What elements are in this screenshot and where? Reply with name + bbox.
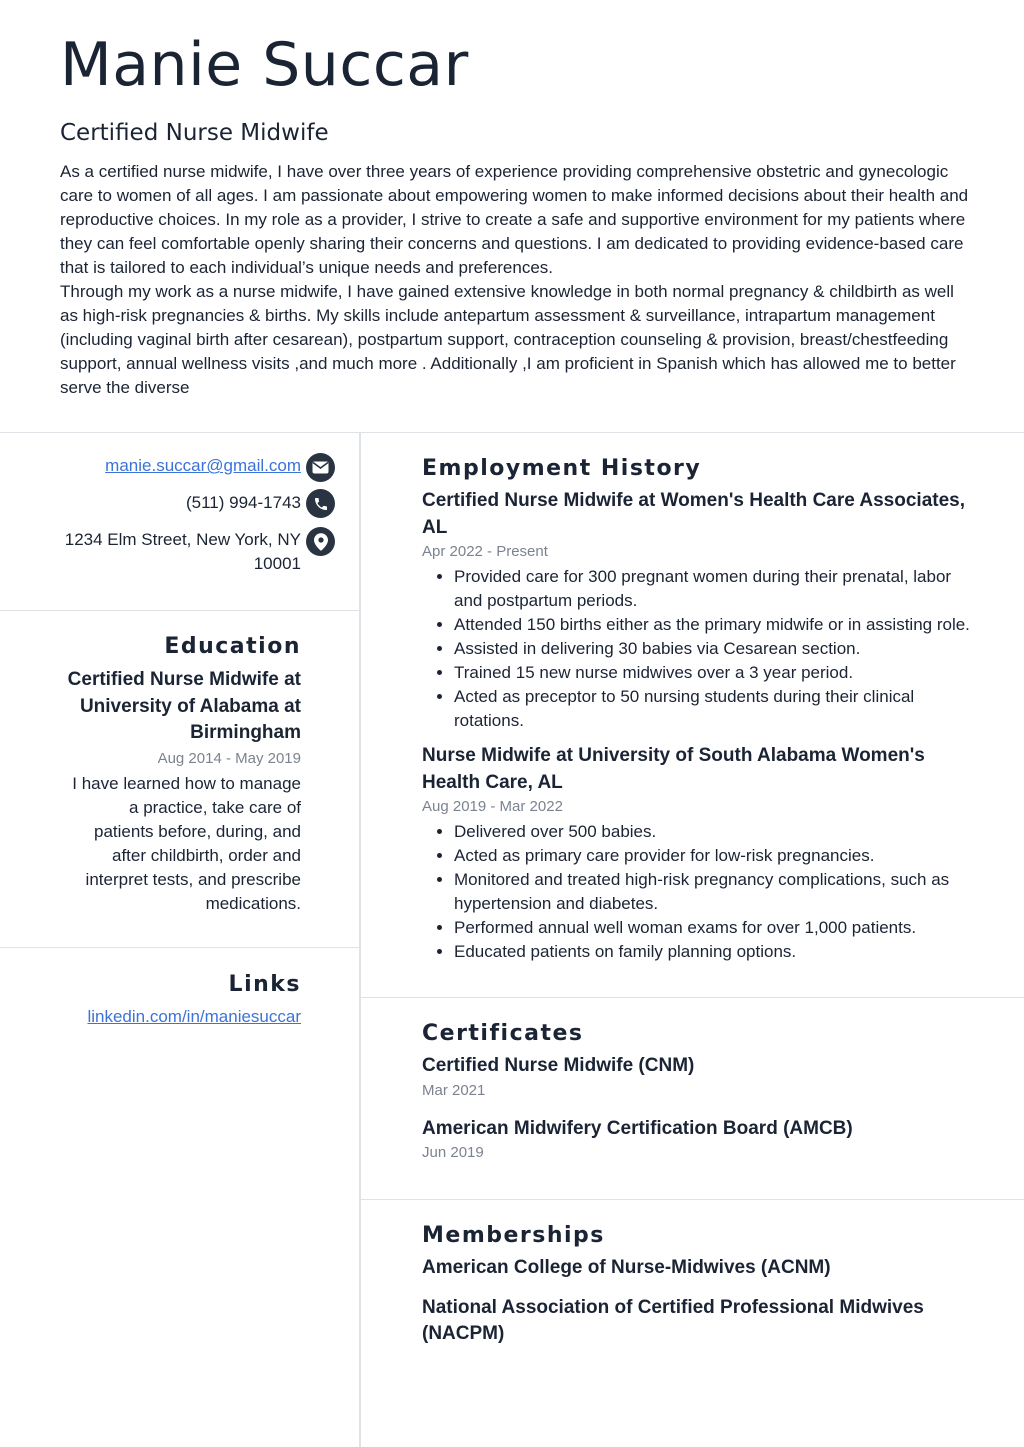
address	[65, 528, 301, 576]
profile-summary	[60, 160, 970, 400]
right-divider	[361, 1199, 1024, 1200]
bullet-item: • Provided care for 300 pregnant women during their prenatal, labor and postpartum periods.	[454, 565, 972, 613]
bullet-item: • Acted as preceptor to 50 nursing students during their clinical rotations.	[454, 685, 972, 733]
certificate-date: Jun 2019	[422, 1144, 484, 1161]
summary-paragraph: As a certified nurse midwife, I have over three years of experience providing comprehensive obstetric and gynecologic care to women of all ages. I am passionate about empowering women to make informed decisions about their health and reproductive choices. In my role as a provider, I strive to create a safe and supportive environment for my patients where they can feel comfortable openly sharing their concerns and questions. I am dedicated to providing evidence-based care that is tailored to each individual’s unique needs and preferences.	[60, 162, 969, 277]
contact-section	[0, 454, 301, 584]
job-bullets	[422, 565, 972, 733]
bullet-item: • Monitored and treated high-risk pregnancy complications, such as hypertension and diabetes.	[454, 868, 972, 916]
job-entry	[422, 488, 972, 733]
education-title-line: Birmingham	[190, 722, 301, 743]
resume-header	[60, 26, 970, 400]
left-divider	[0, 947, 360, 948]
certificates-section	[422, 1021, 972, 1164]
education-date: Aug 2014 - May 2019	[157, 749, 301, 767]
bullet-item: • Acted as primary care provider for low-risk pregnancies.	[454, 844, 972, 868]
memberships-section	[422, 1223, 972, 1348]
description-line: patients before, during, and	[94, 821, 301, 841]
certificate-entry	[422, 1116, 972, 1165]
description-line: medications.	[205, 893, 301, 913]
column-divider	[359, 432, 361, 1447]
bullet-item: • Delivered over 500 babies.	[454, 820, 972, 844]
certificate-date: Mar 2021	[422, 1081, 486, 1099]
job-title: Certified Nurse Midwife at Women's Health Care Associates, AL	[422, 490, 966, 538]
job-title: Certified Nurse Midwife	[60, 120, 329, 146]
section-heading: Certificates	[422, 1021, 584, 1046]
job-date: Aug 2019 - Mar 2022	[422, 798, 563, 815]
membership-item: American College of Nurse-Midwives (ACNM)	[422, 1257, 831, 1278]
email-row	[105, 454, 301, 478]
description-line: interpret tests, and prescribe	[85, 869, 301, 889]
description-line: I have learned how to manage	[72, 773, 301, 793]
bullet-item: • Attended 150 births either as the primary midwife or in assisting role.	[454, 613, 972, 637]
education-section	[0, 634, 301, 916]
phone-row	[186, 491, 301, 515]
header-divider	[0, 432, 1024, 433]
job-bullets	[422, 820, 972, 964]
links-section	[0, 972, 301, 1029]
description-line: a practice, take care of	[129, 797, 301, 817]
job-date: Apr 2022 - Present	[422, 543, 548, 560]
education-description	[0, 772, 301, 916]
phone-number: (511) 994-1743	[186, 493, 301, 512]
job-entry	[422, 743, 972, 964]
bullet-item: • Educated patients on family planning options.	[454, 940, 972, 964]
section-heading: Education	[164, 634, 301, 659]
bullet-item: • Assisted in delivering 30 babies via Cesarean section.	[454, 637, 972, 661]
description-line: after childbirth, order and	[112, 845, 301, 865]
section-heading: Employment History	[422, 456, 702, 481]
address-row	[65, 528, 301, 576]
education-title-line: University of Alabama at	[79, 695, 301, 717]
linkedin-link[interactable]: linkedin.com/in/maniesuccar	[87, 1007, 301, 1026]
summary-paragraph: Through my work as a nurse midwife, I have gained extensive knowledge in both normal pregnancy & childbirth as well as high-risk pregnancies & births. My skills include antepartum assessment & surveillance, intrapartum management (including vaginal birth after cesarean), postpartum support, contraception counseling & provision, breast/chestfeeding support, annual wellness visits ,and much more . Additionally ,I am proficient in Spanish which has allowed me to better serve the diverse	[60, 282, 956, 397]
phone-icon	[306, 489, 335, 518]
membership-item: National Association of Certified Professional Midwives (NACPM)	[422, 1296, 924, 1344]
address-line: 10001	[253, 554, 301, 573]
right-divider	[361, 997, 1024, 998]
envelope-icon	[306, 453, 335, 482]
bullet-item: • Trained 15 new nurse midwives over a 3 year period.	[454, 661, 972, 685]
location-pin-icon	[306, 527, 335, 556]
candidate-name: Manie Succar	[60, 30, 469, 100]
certificate-entry	[422, 1053, 972, 1102]
education-title-line: Certified Nurse Midwife at	[67, 669, 301, 690]
section-heading: Links	[228, 972, 301, 997]
employment-section	[422, 456, 972, 964]
certificate-title: Certified Nurse Midwife (CNM)	[422, 1055, 695, 1076]
job-title: Nurse Midwife at University of South Alabama Women's Health Care, AL	[422, 745, 925, 793]
bullet-item: • Performed annual well woman exams for over 1,000 patients.	[454, 916, 972, 940]
certificate-title: American Midwifery Certification Board (AMCB)	[422, 1117, 853, 1139]
left-divider	[0, 610, 360, 611]
education-title	[0, 667, 301, 747]
address-line: 1234 Elm Street, New York, NY	[64, 530, 301, 549]
email-link[interactable]: manie.succar@gmail.com	[105, 456, 301, 475]
section-heading: Memberships	[422, 1223, 605, 1248]
